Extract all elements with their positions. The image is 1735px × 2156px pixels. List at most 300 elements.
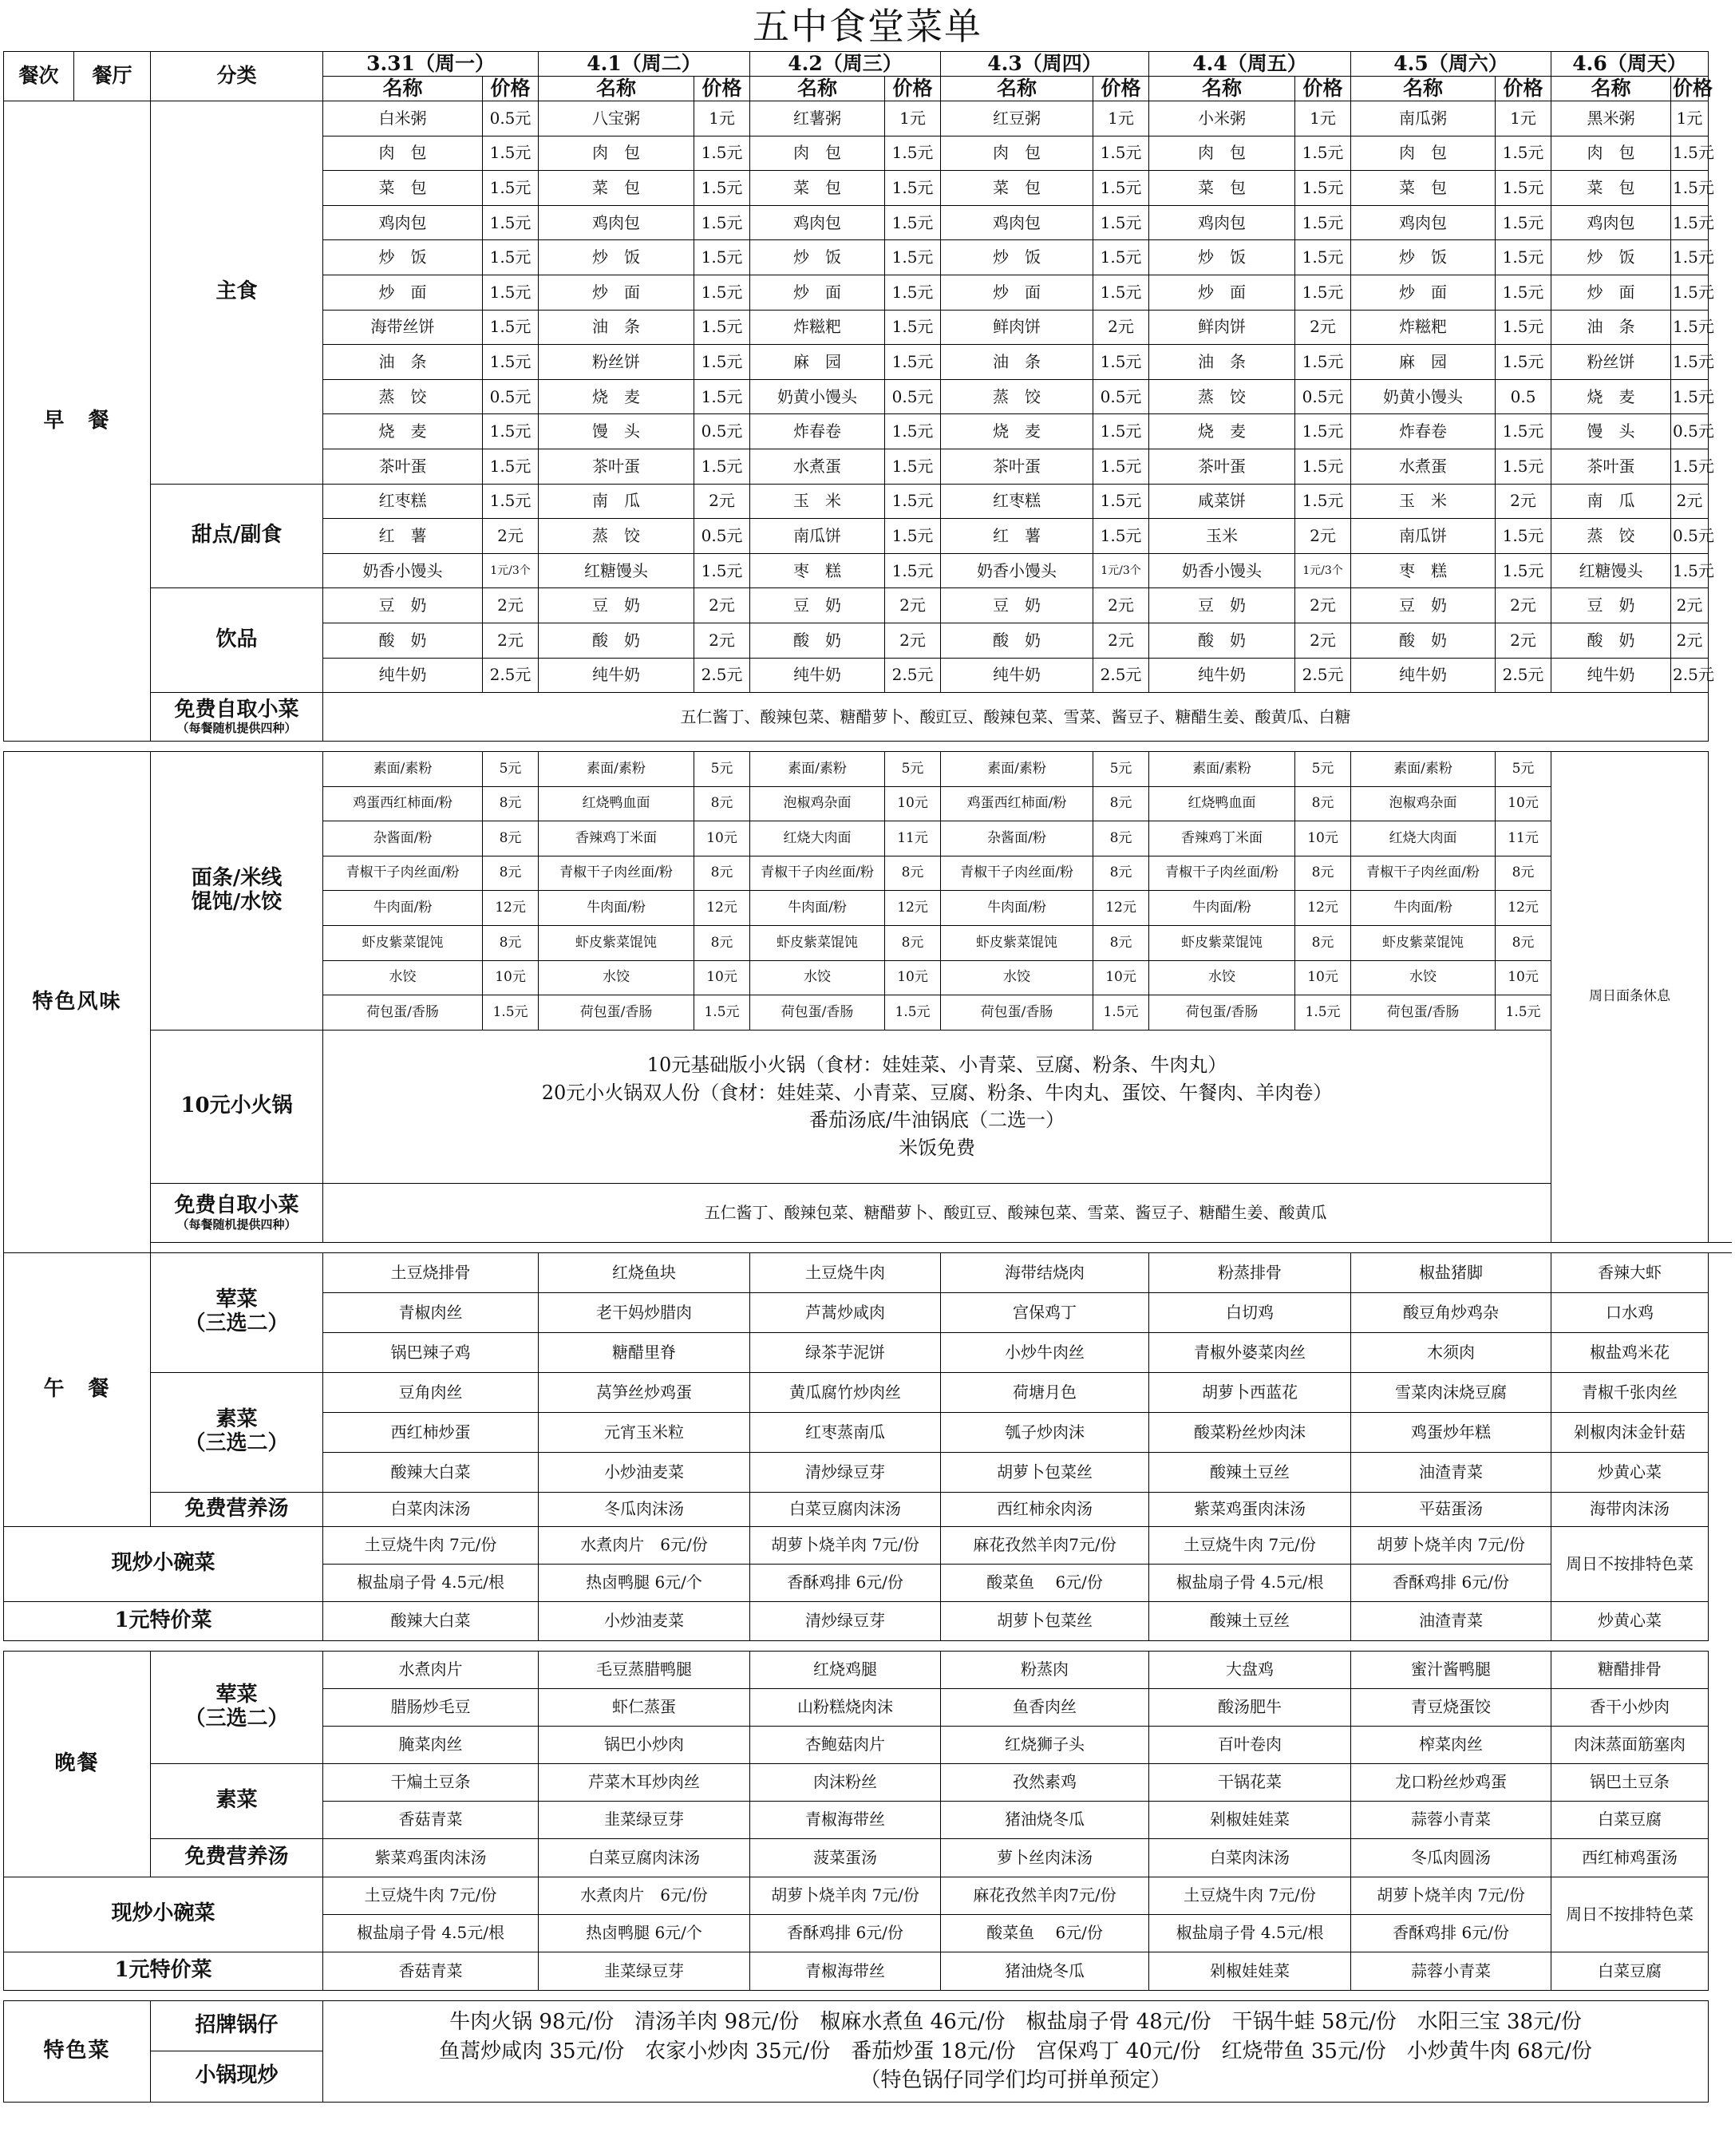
dish-name: 馒 头 (539, 414, 694, 449)
noodle-name: 水饺 (750, 960, 885, 995)
dish-name: 炒 面 (539, 275, 694, 310)
dish-name: 奶香小馒头 (1149, 553, 1295, 588)
dish-name: 炒 饭 (941, 240, 1093, 275)
dish-price: 2元 (1496, 588, 1551, 623)
dish-name: 鸡肉包 (1149, 205, 1295, 240)
dish-name: 红枣糕 (941, 484, 1093, 519)
noodle-name: 红烧大肉面 (750, 821, 885, 856)
noodle-price: 1.5元 (885, 995, 941, 1031)
meat-note: （三选二） (184, 1311, 289, 1336)
stirfry-dish: 水煮肉片 6元/份 (539, 1526, 750, 1564)
dish-name: 烧 麦 (539, 379, 694, 414)
noodle-price: 8元 (694, 786, 750, 821)
dish-name: 肉 包 (941, 136, 1093, 171)
meal-breakfast: 早 餐 (4, 101, 151, 742)
dish-price: 0.5元 (1093, 379, 1149, 414)
header-price: 价格 (694, 77, 750, 101)
dish-price: 2.5元 (885, 658, 941, 693)
dish-name: 蒸 饺 (941, 379, 1093, 414)
dish: 青椒千张肉丝 (1551, 1372, 1709, 1412)
noodle-name: 红烧大肉面 (1351, 821, 1496, 856)
dish-name: 酸 奶 (1351, 623, 1496, 658)
header-price: 价格 (1093, 77, 1149, 101)
dish-price: 1.5元 (1496, 449, 1551, 484)
dish-price: 1.5元 (1671, 171, 1709, 206)
dish: 红枣蒸南瓜 (750, 1412, 941, 1452)
dish-name: 肉 包 (1351, 136, 1496, 171)
noodle-name: 红烧鸭血面 (539, 786, 694, 821)
dish-price: 1元 (1671, 101, 1709, 136)
signature-row (4, 2000, 1733, 2051)
dish-name: 油 条 (1149, 345, 1295, 380)
noodle-name: 牛肉面/粉 (1351, 891, 1496, 926)
dish-price: 1元/3个 (1295, 553, 1351, 588)
dish-price: 1.5元 (1671, 205, 1709, 240)
dish: 青椒海带丝 (750, 1952, 941, 1990)
dish-name: 炸糍粑 (750, 310, 885, 345)
dish-price: 0.5元 (885, 379, 941, 414)
dish: 腊肠炒毛豆 (323, 1688, 539, 1726)
dish: 毛豆蒸腊鸭腿 (539, 1651, 750, 1688)
hotpot-line: 20元小火锅双人份（食材：娃娃菜、小青菜、豆腐、粉条、牛肉丸、蛋饺、午餐肉、羊肉卷） (541, 1081, 1333, 1104)
dish-name: 水煮蛋 (1351, 449, 1496, 484)
dish: 腌菜肉丝 (323, 1726, 539, 1763)
dish: 元宵玉米粒 (539, 1412, 750, 1452)
dish-name: 炒 面 (1351, 275, 1496, 310)
noodle-price: 8元 (1295, 926, 1351, 961)
dish: 豆角肉丝 (323, 1372, 539, 1412)
noodle-label-1: 面条/米线 (191, 866, 283, 891)
category-noodles (151, 752, 323, 1031)
dish-price: 1.5元 (1496, 519, 1551, 554)
dish-name: 南 瓜 (1551, 484, 1671, 519)
dish-name: 烧 麦 (1149, 414, 1295, 449)
dish: 酸汤肥牛 (1149, 1688, 1351, 1726)
dish: 白菜豆腐肉沫汤 (539, 1838, 750, 1877)
dish: 粉蒸排骨 (1149, 1252, 1351, 1292)
category-hotpot: 10元小火锅 (151, 1030, 323, 1183)
noodle-name: 香辣鸡丁米面 (1149, 821, 1295, 856)
stirfry-dish: 土豆烧牛肉 7元/份 (1149, 1877, 1351, 1914)
dish-name: 酸 奶 (1149, 623, 1295, 658)
dish-name: 炒 饭 (1551, 240, 1671, 275)
dish-name: 炒 饭 (539, 240, 694, 275)
dish: 猪油烧冬瓜 (941, 1801, 1149, 1838)
noodle-price: 8元 (483, 856, 539, 891)
dish: 糖醋排骨 (1551, 1651, 1709, 1688)
category-soup: 免费营养汤 (151, 1492, 323, 1526)
dish: 锅巴土豆条 (1551, 1763, 1709, 1801)
dish: 椒盐鸡米花 (1551, 1332, 1709, 1372)
stirfry-dish: 水煮肉片 6元/份 (539, 1877, 750, 1914)
free-side-items: 五仁酱丁、酸辣包菜、糖醋萝卜、酸豇豆、酸辣包菜、雪菜、酱豆子、糖醋生姜、酸黄瓜 (323, 1183, 1709, 1242)
dish: 油渣青菜 (1351, 1452, 1551, 1492)
dish-price: 1.5元 (483, 275, 539, 310)
dish-name: 红枣糕 (323, 484, 483, 519)
dish: 炒黄心菜 (1551, 1452, 1709, 1492)
dish-price: 1.5元 (885, 345, 941, 380)
dish: 白菜豆腐 (1551, 1801, 1709, 1838)
dish-price: 1.5元 (885, 484, 941, 519)
dish-name: 纯牛奶 (1351, 658, 1496, 693)
noodle-price: 5元 (885, 752, 941, 787)
dish-name: 南瓜饼 (1351, 519, 1496, 554)
header-name: 名称 (1351, 77, 1496, 101)
header-meal: 餐次 (4, 52, 74, 101)
dish-name: 茶叶蛋 (941, 449, 1093, 484)
noodle-name: 虾皮紫菜馄饨 (1149, 926, 1295, 961)
dish: 青椒海带丝 (750, 1801, 941, 1838)
dish-name: 鸡肉包 (941, 205, 1093, 240)
noodle-name: 青椒干子肉丝面/粉 (941, 856, 1093, 891)
dish-price: 1.5元 (1093, 449, 1149, 484)
dish-name: 炒 面 (323, 275, 483, 310)
dish-name: 酸 奶 (750, 623, 885, 658)
dish-price: 1.5元 (1496, 171, 1551, 206)
stirfry-dish: 香酥鸡排 6元/份 (1351, 1564, 1551, 1601)
meat-note: （三选二） (184, 1706, 289, 1731)
noodle-name: 青椒干子肉丝面/粉 (323, 856, 483, 891)
dish-name: 粉丝饼 (539, 345, 694, 380)
dish: 冬瓜肉圆汤 (1351, 1838, 1551, 1877)
dish: 口水鸡 (1551, 1292, 1709, 1332)
breakfast-spacer (4, 742, 1733, 752)
dish-name: 炒 面 (941, 275, 1093, 310)
dish: 鸡蛋炒年糕 (1351, 1412, 1551, 1452)
noodle-name: 荷包蛋/香肠 (941, 995, 1093, 1031)
noodle-name: 牛肉面/粉 (323, 891, 483, 926)
dish: 杏鲍菇肉片 (750, 1726, 941, 1763)
noodle-name: 水饺 (1149, 960, 1295, 995)
dish-name: 豆 奶 (1551, 588, 1671, 623)
noodle-price: 10元 (483, 960, 539, 995)
dish-name: 纯牛奶 (750, 658, 885, 693)
dish-name: 红 薯 (323, 519, 483, 554)
stirfry-dish: 椒盐扇子骨 4.5元/根 (323, 1564, 539, 1601)
dish-price: 1.5元 (885, 449, 941, 484)
stirfry-dish: 麻花孜然羊肉7元/份 (941, 1877, 1149, 1914)
dish-price: 1.5元 (694, 379, 750, 414)
dish: 肉沫粉丝 (750, 1763, 941, 1801)
dish-price: 1.5元 (694, 136, 750, 171)
dinner-spacer (4, 1990, 1733, 2000)
dish-row (4, 1372, 1733, 1412)
dish: 雪菜肉沫烧豆腐 (1351, 1372, 1551, 1412)
noodle-price: 1.5元 (694, 995, 750, 1031)
dish-name: 炒 面 (1149, 275, 1295, 310)
dish-name: 茶叶蛋 (539, 449, 694, 484)
header-price: 价格 (1496, 77, 1551, 101)
hotpot-row (4, 1030, 1733, 1183)
signature-line: （特色锅仔同学们均可拼单预定） (860, 2068, 1172, 2093)
noodle-price: 10元 (1295, 821, 1351, 856)
dish: 龙口粉丝炒鸡蛋 (1351, 1763, 1551, 1801)
free-label: 免费自取小菜 (174, 1193, 299, 1217)
dish-price: 2元 (483, 623, 539, 658)
dish: 胡萝卜西蓝花 (1149, 1372, 1351, 1412)
dish: 锅巴辣子鸡 (323, 1332, 539, 1372)
dish-price: 2元 (483, 588, 539, 623)
dish-price: 2元 (1093, 310, 1149, 345)
noodle-price: 10元 (885, 960, 941, 995)
header-day: 4.3（周四） (941, 52, 1149, 77)
dish-name: 肉 包 (1551, 136, 1671, 171)
dish-name: 蒸 饺 (539, 519, 694, 554)
breakfast-row (4, 101, 1733, 136)
noodle-price: 1.5元 (483, 995, 539, 1031)
noodle-name: 牛肉面/粉 (750, 891, 885, 926)
dish-name: 八宝粥 (539, 101, 694, 136)
dish: 榨菜肉丝 (1351, 1726, 1551, 1763)
noodle-price: 1.5元 (1496, 995, 1551, 1031)
dish-price: 1.5元 (885, 205, 941, 240)
dish-price: 1.5元 (1671, 136, 1709, 171)
stirfry-dish: 热卤鸭腿 6元/个 (539, 1914, 750, 1952)
dish-name: 烧 麦 (1551, 379, 1671, 414)
signature-hotpot-label: 招牌锅仔 (151, 2000, 323, 2051)
page-title: 五中食堂菜单 (753, 5, 982, 48)
stirfry-dish: 胡萝卜烧羊肉 7元/份 (1351, 1877, 1551, 1914)
dish-name: 红薯粥 (750, 101, 885, 136)
free-side-label (151, 693, 323, 742)
dish: 蒜蓉小青菜 (1351, 1801, 1551, 1838)
dish: 小炒牛肉丝 (941, 1332, 1149, 1372)
noodle-price: 8元 (1093, 821, 1149, 856)
dish-name: 炒 面 (750, 275, 885, 310)
dish: 小炒油麦菜 (539, 1601, 750, 1640)
dish: 韭菜绿豆芽 (539, 1801, 750, 1838)
stirfry-dish: 椒盐扇子骨 4.5元/根 (1149, 1914, 1351, 1952)
free-side-label (151, 1183, 323, 1242)
noodle-name: 荷包蛋/香肠 (539, 995, 694, 1031)
dish-price: 1.5元 (483, 205, 539, 240)
noodle-name: 青椒干子肉丝面/粉 (1149, 856, 1295, 891)
dish-price: 0.5元 (1671, 519, 1709, 554)
spacer-cell (4, 1990, 1709, 2000)
dish-price: 2元 (1671, 484, 1709, 519)
spacer-cell (151, 1242, 1733, 1252)
dish-price: 1.5元 (1295, 136, 1351, 171)
noodle-price: 12元 (1496, 891, 1551, 926)
meat-label: 荤菜 (215, 1288, 258, 1312)
dish-price: 1.5元 (1093, 414, 1149, 449)
dish-price: 1.5元 (1093, 519, 1149, 554)
dish-price: 2元 (1496, 623, 1551, 658)
noodle-price: 10元 (1496, 786, 1551, 821)
dish-row (4, 1651, 1733, 1688)
header-name: 名称 (323, 77, 483, 101)
dish-name: 炒 饭 (750, 240, 885, 275)
dish-name: 炸春卷 (750, 414, 885, 449)
dish-name: 鸡肉包 (539, 205, 694, 240)
oneyuan-label: 1元特价菜 (4, 1952, 323, 1990)
dish-name: 酸 奶 (1551, 623, 1671, 658)
dish: 山粉糕烧肉沫 (750, 1688, 941, 1726)
noodle-name: 素面/素粉 (1351, 752, 1496, 787)
dish-price: 1.5元 (1671, 275, 1709, 310)
dish-name: 炒 饭 (323, 240, 483, 275)
dish-price: 1.5元 (1093, 136, 1149, 171)
noodle-name: 荷包蛋/香肠 (750, 995, 885, 1031)
stirfry-dish: 香酥鸡排 6元/份 (750, 1564, 941, 1601)
dish-price: 1.5元 (1496, 414, 1551, 449)
header-day: 3.31（周一） (323, 52, 539, 77)
dish: 酸辣大白菜 (323, 1452, 539, 1492)
noodle-price: 8元 (1295, 786, 1351, 821)
dish-name: 枣 糕 (750, 553, 885, 588)
oneyuan-label: 1元特价菜 (4, 1601, 323, 1640)
special-spacer (4, 1242, 1733, 1252)
dish: 木须肉 (1351, 1332, 1551, 1372)
header-row-days (4, 52, 1733, 77)
dish-price: 1.5元 (885, 240, 941, 275)
hotpot-line: 10元基础版小火锅（食材：娃娃菜、小青菜、豆腐、粉条、牛肉丸） (646, 1053, 1227, 1076)
dish-price: 1.5元 (483, 345, 539, 380)
dish-price: 1元 (1496, 101, 1551, 136)
dish-price: 1.5元 (885, 171, 941, 206)
dish-price: 2元 (885, 588, 941, 623)
dish-price: 0.5元 (483, 379, 539, 414)
dish: 蒜蓉小青菜 (1351, 1952, 1551, 1990)
dish: 百叶卷肉 (1149, 1726, 1351, 1763)
dish-price: 1.5元 (885, 310, 941, 345)
dish-name: 玉 米 (750, 484, 885, 519)
dish-name: 蒸 饺 (1149, 379, 1295, 414)
dish-price: 1.5元 (1295, 449, 1351, 484)
dish-price: 1.5元 (483, 136, 539, 171)
dish-name: 菜 包 (750, 171, 885, 206)
dish-name: 肉 包 (750, 136, 885, 171)
dish-price: 1.5元 (1671, 240, 1709, 275)
dish-price: 2.5元 (1093, 658, 1149, 693)
dish-name: 南瓜饼 (750, 519, 885, 554)
dish-name: 炸春卷 (1351, 414, 1496, 449)
meat-label: 荤菜 (215, 1682, 258, 1707)
stirfry-dish: 酸菜鱼 6元/份 (941, 1914, 1149, 1952)
dish-name: 炒 面 (1551, 275, 1671, 310)
noodle-row (4, 752, 1733, 787)
dish: 香菇青菜 (323, 1952, 539, 1990)
dish-name: 蒸 饺 (323, 379, 483, 414)
dish-name: 玉米 (1149, 519, 1295, 554)
dish: 糖醋里脊 (539, 1332, 750, 1372)
dish-price: 1.5元 (1496, 240, 1551, 275)
header-name: 名称 (539, 77, 694, 101)
dish-price: 2.5元 (1496, 658, 1551, 693)
dish: 平菇蛋汤 (1351, 1492, 1551, 1526)
meal-signature: 特色菜 (4, 2000, 151, 2102)
dish-name: 油 条 (941, 345, 1093, 380)
stirfry-label: 现炒小碗菜 (4, 1877, 323, 1952)
dish: 青椒肉丝 (323, 1292, 539, 1332)
noodle-name: 水饺 (1351, 960, 1496, 995)
dish-name: 麻 园 (750, 345, 885, 380)
lunch-spacer (4, 1640, 1733, 1651)
header-hall: 餐厅 (74, 52, 151, 101)
noodle-price: 8元 (483, 926, 539, 961)
dish: 红烧狮子头 (941, 1726, 1149, 1763)
dish: 海带肉沫汤 (1551, 1492, 1709, 1526)
dish: 香菇青菜 (323, 1801, 539, 1838)
dish-price: 2元 (1295, 588, 1351, 623)
noodle-price: 5元 (1295, 752, 1351, 787)
dish: 炒黄心菜 (1551, 1601, 1709, 1640)
dish-name: 纯牛奶 (941, 658, 1093, 693)
stirfry-dish: 土豆烧牛肉 7元/份 (1149, 1526, 1351, 1564)
noodle-price: 12元 (483, 891, 539, 926)
dish: 西红柿炒蛋 (323, 1412, 539, 1452)
signature-stirfry-label: 小锅现炒 (151, 2051, 323, 2102)
noodle-name: 荷包蛋/香肠 (323, 995, 483, 1031)
dish: 胡萝卜包菜丝 (941, 1601, 1149, 1640)
dish-price: 2元 (1093, 623, 1149, 658)
noodle-price: 8元 (694, 926, 750, 961)
signature-line: 鱼蒿炒咸肉 35元/份 农家小炒肉 35元/份 番茄炒蛋 18元/份 宫保鸡丁 40元/份 红烧带鱼 35元/份 小炒黄牛肉 68元/份 (439, 2039, 1592, 2063)
dish: 宫保鸡丁 (941, 1292, 1149, 1332)
noodle-price: 12元 (885, 891, 941, 926)
dish-price: 1.5元 (885, 553, 941, 588)
noodle-name: 素面/素粉 (941, 752, 1093, 787)
dish-price: 2元 (1671, 623, 1709, 658)
dish-price: 1.5元 (483, 310, 539, 345)
dish-price: 1.5元 (694, 275, 750, 310)
noodle-name: 牛肉面/粉 (539, 891, 694, 926)
dish-name: 酸 奶 (941, 623, 1093, 658)
dish-row (4, 1252, 1733, 1292)
dish: 西红柿鸡蛋汤 (1551, 1838, 1709, 1877)
dish-name: 肉 包 (539, 136, 694, 171)
noodle-price: 8元 (1093, 856, 1149, 891)
noodle-price: 8元 (1295, 856, 1351, 891)
dish-price: 1.5元 (1496, 136, 1551, 171)
noodle-price: 12元 (694, 891, 750, 926)
dish-price: 1元 (1295, 101, 1351, 136)
meal-dinner: 晚餐 (4, 1651, 151, 1877)
dish-price: 0.5 (1496, 379, 1551, 414)
noodle-price: 10元 (1295, 960, 1351, 995)
noodle-name: 素面/素粉 (1149, 752, 1295, 787)
veg-label: 素菜 (215, 1407, 258, 1432)
dish-price: 2元 (694, 484, 750, 519)
dish: 锅巴小炒肉 (539, 1726, 750, 1763)
dish: 瓠子炒肉沫 (941, 1412, 1149, 1452)
dish-price: 1.5元 (1093, 484, 1149, 519)
dish-price: 2.5元 (1295, 658, 1351, 693)
dish-name: 鸡肉包 (1551, 205, 1671, 240)
dish-row (4, 1492, 1733, 1526)
noodle-price: 8元 (1496, 926, 1551, 961)
hotpot-description (323, 1030, 1551, 1183)
dish-name: 纯牛奶 (323, 658, 483, 693)
noodle-name: 杂酱面/粉 (941, 821, 1093, 856)
dish-price: 1.5元 (483, 484, 539, 519)
dish-price: 2元 (1671, 588, 1709, 623)
header-day: 4.1（周二） (539, 52, 750, 77)
noodle-name: 素面/素粉 (750, 752, 885, 787)
dish-name: 肉 包 (1149, 136, 1295, 171)
dish-price: 2元 (885, 623, 941, 658)
dish: 红烧鱼块 (539, 1252, 750, 1292)
dish-price: 1.5元 (1671, 345, 1709, 380)
dish-price: 1.5元 (1093, 205, 1149, 240)
dish-name: 茶叶蛋 (1149, 449, 1295, 484)
dish-name: 烧 麦 (941, 414, 1093, 449)
dish: 萝卜丝肉沫汤 (941, 1838, 1149, 1877)
dish-name: 南瓜粥 (1351, 101, 1496, 136)
dish-name: 纯牛奶 (1551, 658, 1671, 693)
dish-name: 茶叶蛋 (323, 449, 483, 484)
stirfry-dish: 土豆烧牛肉 7元/份 (323, 1877, 539, 1914)
